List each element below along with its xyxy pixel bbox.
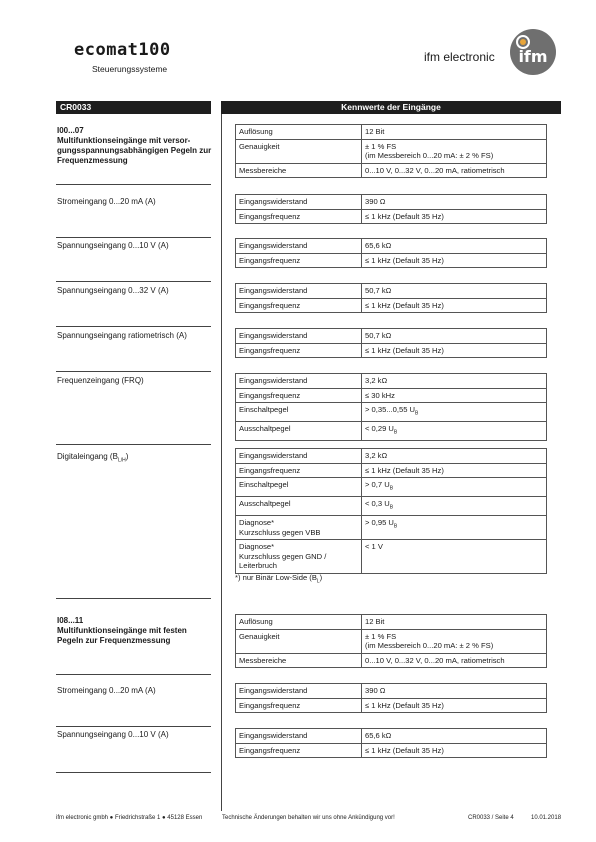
separator (56, 237, 211, 238)
group1-title: I00...07 Multifunktionseingänge mit versor-gungsspannungsabhängigen Pegeln zur Frequenzmessung (57, 126, 212, 165)
column-divider (221, 114, 222, 811)
separator (56, 674, 211, 675)
general-specs-table-1: Auflösung 12 Bit Genauigkeit ± 1 % FS (im Messbereich 0...20 mA: ± 2 % FS) Messbereiche 0...10 V, 0...32 V, 0...20 mA, ratiometrisch (235, 124, 547, 178)
footer-address: ifm electronic gmbh ● Friedrichstraße 1 ● 45128 Essen (56, 815, 203, 821)
product-code-bar: CR0033 (56, 101, 211, 114)
ifm-logo-icon (509, 28, 557, 76)
footer-disclaimer: Technische Änderungen behalten wir uns ohne Ankündigung vor! (222, 815, 395, 821)
separator (56, 184, 211, 185)
section-label: Stromeingang 0...20 mA (A) (57, 686, 156, 695)
separator (56, 371, 211, 372)
ratiometric-table: Eingangswiderstand 50,7 kΩ Eingangsfrequenz ≤ 1 kHz (Default 35 Hz) (235, 328, 547, 358)
footnote: *) nur Binär Low-Side $(B_L)$ (235, 573, 323, 585)
table-title-bar: Kennwerte der Eingänge (221, 101, 561, 114)
separator (56, 726, 211, 727)
voltage-10v-table-2: Eingangswiderstand 65,6 kΩ Eingangsfrequenz ≤ 1 kHz (Default 35 Hz) (235, 728, 547, 758)
general-specs-table-2: Auflösung 12 Bit Genauigkeit ± 1 % FS (im Messbereich 0...20 mA: ± 2 % FS) Messbereiche 0...10 V, 0...32 V, 0...20 mA, ratiometrisch (235, 614, 547, 668)
section-label-digital: Digitaleingang $(B_{L/H})$ (57, 452, 129, 464)
footer-page: CR0033 / Seite 4 (468, 815, 514, 821)
current-input-table: Eingangswiderstand 390 Ω Eingangsfrequenz ≤ 1 kHz (Default 35 Hz) (235, 194, 547, 224)
digital-input-table: Eingangswiderstand 3,2 kΩ Eingangsfrequenz ≤ 1 kHz (Default 35 Hz) Einschaltpegel > 0,7 $U_B$ Ausschaltpegel < 0,3 $U_B$ Diagnose* Kurzschluss gegen VBB > 0,95 $U_B$ Diagnose* Kurzschluss gegen GND / Leiterbruch < 1 V (235, 448, 547, 574)
svg-text:ifm: ifm (518, 47, 548, 66)
brand-subtitle: Steuerungssysteme (92, 64, 168, 74)
ecomat-logo: ecomat100 (74, 40, 171, 60)
current-input-table-2: Eingangswiderstand 390 Ω Eingangsfrequenz ≤ 1 kHz (Default 35 Hz) (235, 683, 547, 713)
separator (56, 281, 211, 282)
separator (56, 772, 211, 773)
voltage-32v-table: Eingangswiderstand 50,7 kΩ Eingangsfrequenz ≤ 1 kHz (Default 35 Hz) (235, 283, 547, 313)
separator (56, 326, 211, 327)
separator (56, 598, 211, 599)
section-label: Spannungseingang ratiometrisch (A) (57, 331, 187, 340)
section-label: Spannungseingang 0...10 V (A) (57, 241, 169, 250)
frequency-input-table: Eingangswiderstand 3,2 kΩ Eingangsfrequenz ≤ 30 kHz Einschaltpegel > 0,35...0,55 $U_B$ Ausschaltpegel < 0,29 $U_B$ (235, 373, 547, 441)
group2-title: I08...11 Multifunktionseingänge mit festen Pegeln zur Frequenzmessung (57, 616, 187, 645)
footer-date: 10.01.2018 (531, 815, 562, 821)
section-label: Spannungseingang 0...32 V (A) (57, 286, 169, 295)
separator (56, 444, 211, 445)
voltage-10v-table: Eingangswiderstand 65,6 kΩ Eingangsfrequenz ≤ 1 kHz (Default 35 Hz) (235, 238, 547, 268)
section-label: Stromeingang 0...20 mA (A) (57, 197, 156, 206)
section-label: Frequenzeingang (FRQ) (57, 376, 144, 385)
company-name: ifm electronic (424, 50, 495, 64)
section-label: Spannungseingang 0...10 V (A) (57, 730, 169, 739)
